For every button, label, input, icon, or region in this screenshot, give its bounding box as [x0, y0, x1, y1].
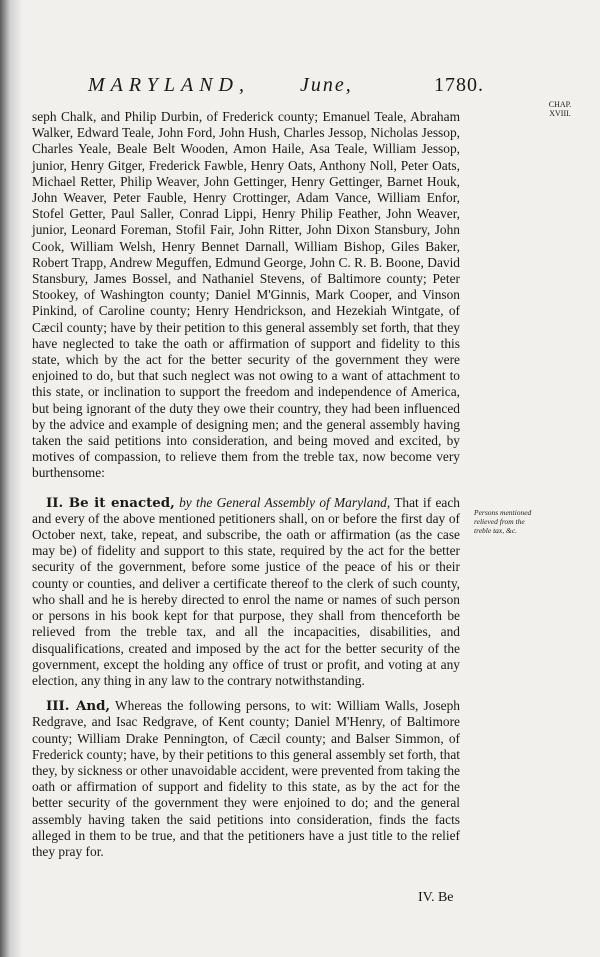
running-header [88, 74, 498, 100]
chapter-number: XVIII. [549, 109, 571, 118]
chapter-label: CHAP. [548, 100, 572, 109]
paragraph-2 [32, 495, 460, 689]
header-year: 1780. [434, 74, 484, 96]
catchword: IV. Be [418, 890, 454, 905]
margin-note: Persons mentioned relieved from the treble tax, &c. [474, 508, 532, 535]
paragraph-3 [32, 698, 460, 860]
paragraph-2-text: That if each and every of the above mentioned petitioners shall, on or before the first day of October next, take, repeat, and subscribe, the oath or affirmation (as the case may be) of fidelity and support to this state, required by the act for the better security of the government, before some justice of the peace of his or their county or counties, and deliver a certificate thereof to the clerk of such county, who shall and he is hereby directed to enrol the name or names of such person or persons in his book kept for that purpose, they shall from thenceforth be relieved from the treble tax, and all the incapacities, disabilities, and disqualifications, created and imposed by the act for the better security of the government, except the holding any office of trust or profit, and voting at any election, any thing in any law to the contrary notwithstanding. [32, 494, 460, 688]
paragraph-3-text: Whereas the following persons, to wit: William Walls, Joseph Redgrave, and Isac Redgrave, of Kent county; Daniel M'Henry, of Baltimore county; William Drake Pennington, of Cæcil county; and Balser Simmon, of Frederick county; have, by their petitions to this general assembly set forth, that they, by sickness or other unavoidable accident, were prevented from taking the oath or affirmation of support and fidelity to this state, as by the act for the better security of the government they were enjoined to do; and the general assembly having taken the said petitions into consideration, finds the facts alleged in them to be true, and that the petitioners have a just title to the relief they pray for. [32, 698, 461, 859]
paragraph-1: seph Chalk, and Philip Durbin, of Frederick county; Emanuel Teale, Abraham Walker, Edward Teale, John Ford, John Hush, Charles Jessop, Nicholas Jessop, Charles Yeale, Beale Belt Wooden, Amon Haile, Asa Teale, William Jessop, junior, Henry Gitger, Frederick Fawble, Henry Oats, Anthony Noll, Peter Oats, Michael Retter, Philip Weaver, John Gettinger, Henry Gettinger, Barnet Houk, John Weaver, Peter Fauble, Henry Crottinger, Adam Vance, William Enfor, Stofel Getter, Paul Saller, Conrad Lippi, Henry Philip Feather, John Weaver, junior, Leonard Foreman, Stofil Fair, John Ritter, John Dixon Stansbury, John Cook, William Welsh, Henry Bennet Darnall, William Bishop, Giles Baker, Robert Trapp, Andrew Meguffen, Edmund George, John C. R. B. Boone, David Stansbury, James Bossel, and Nathaniel Stevens, of Baltimore county; Peter Stookey, of Washington county; Daniel M'Ginnis, Mark Cooper, and Vinson Pinkind, of Caroline county; Henry Hendrickson, and Hezekiah Wintgate, of Cæcil county; have by their petition to this general assembly set forth, that they have neglected to take the oath or affirmation of support and fidelity to this state, which by the act for the better security of the government they were enjoined to do, but that such neglect was not owing to a want of attachment to this state, or inclination to support the freedom and independence of America, but being ignorant of the duty they owe their country, they had been influenced by the advice and example of designing men; and the general assembly having taken the said petitions into consideration, and being moved and excited, by motives of compassion, to relieve them from the treble tax, now become very burthensome: [32, 109, 460, 481]
paragraph-3-lead: III. And, [46, 698, 111, 715]
chapter-reference [538, 100, 582, 118]
page-fold-shadow [0, 0, 22, 957]
body-text [32, 109, 460, 860]
header-title: MARYLAND, [88, 74, 250, 96]
header-month: June, [300, 74, 353, 96]
paragraph-2-lead: II. Be it enacted, [46, 494, 175, 511]
paragraph-2-italic: by the General Assembly of Maryland, [179, 494, 391, 510]
